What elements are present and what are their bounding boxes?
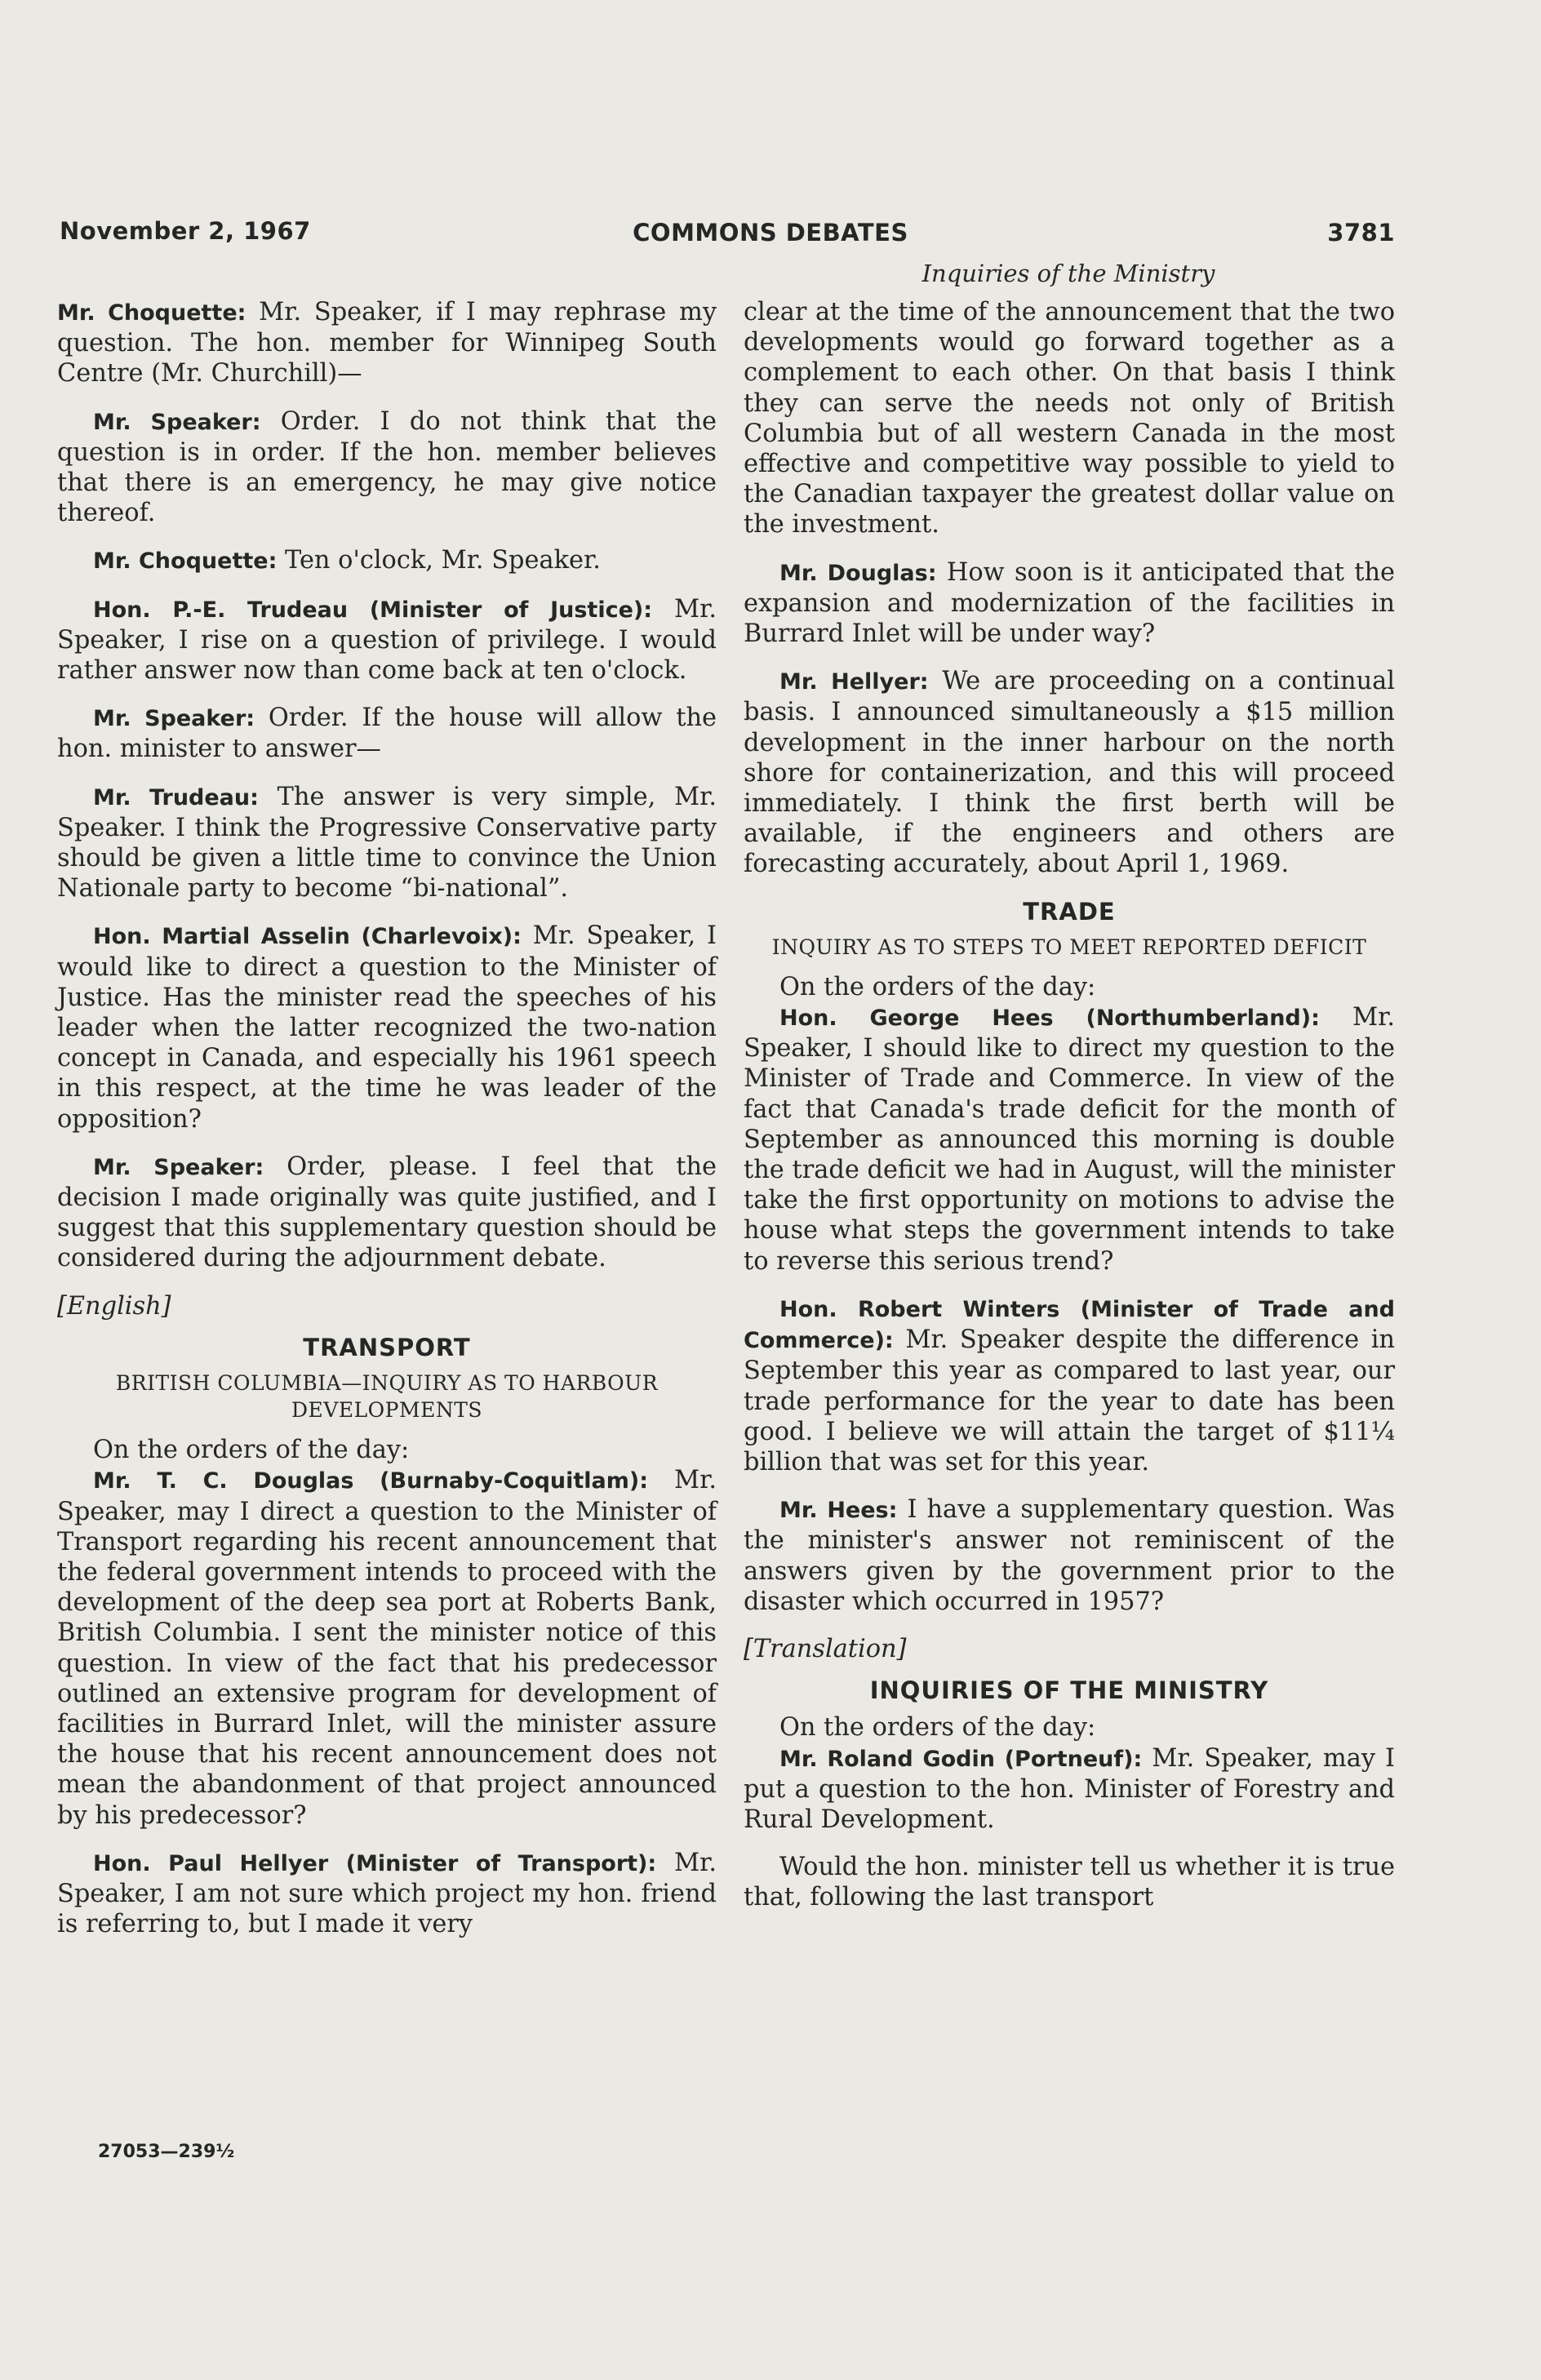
speaker-name: Hon. Paul Hellyer (Minister of Transport): [93,1850,657,1876]
section-heading: TRADE [1023,897,1116,926]
paragraph [57,545,717,576]
paragraph [744,557,1395,650]
page-date: November 2, 1967 [60,217,311,245]
paragraph [57,1848,717,1940]
paragraph [744,1002,1395,1277]
paragraph-text: Mr. Speaker, may I direct a question to the Minister of Transport regarding his recent announcement that the federal government intends to proceed with the development of the deep sea port at Roberts Bank, British Columbia. I sent the minister notice of this question. In view of the fact that his predecessor outlined an extensive program for development of facilities in Burrard Inlet, will the minister assure the house that his recent announcement does not mean the abandonment of that project announced by his predecessor? [57,1466,717,1830]
footer-code: 27053—239½ [98,2142,235,2162]
section-heading: INQUIRIES OF THE MINISTRY [869,1676,1269,1705]
speaker-name: Mr. Hellyer: [779,669,929,695]
section-subheading: INQUIRY AS TO STEPS TO MEET REPORTED DEFICIT [771,935,1367,959]
speaker-name: Mr. Roland Godin (Portneuf): [779,1746,1143,1772]
paragraph [57,1465,717,1830]
paragraph-text: Order, please. I feel that the decision I made originally was quite justified, and I suggest that this supplementary question should be considered during the adjournment debate. [57,1152,717,1273]
paragraph [744,1494,1395,1617]
paragraph [744,972,1395,1002]
paragraph-text: Mr. Speaker, I should like to direct my question to the Minister of Trade and Commerce. In view of the fact that Canada's trade deficit for the month of September as announced this morning is double the trade deficit we had in August, will the minister take the first opportunity on motions to advise the house what steps the government intends to take to reverse this serious trend? [744,1003,1395,1276]
paragraph [57,1435,717,1465]
paragraph-text: Mr. Speaker, may I put a question to the hon. Minister of Forestry and Rural Development. [744,1743,1396,1834]
left-column [57,297,717,1956]
paragraph-text: I have a supplementary question. Was the minister's answer not reminiscent of the answers given by the government prior to the disaster which occurred in 1957? [744,1495,1395,1616]
speaker-name: Hon. Martial Asselin (Charlevoix): [93,924,522,950]
speaker-name: Mr. Hees: [779,1498,898,1524]
speaker-name: Hon. George Hees (Northumberland): [779,1006,1320,1032]
paragraph-text: On the orders of the day: [779,972,1096,1001]
paragraph-text: Mr. Speaker despite the difference in September this year as compared to last year, our trade performance for the year to date has been good. I believe we will attain the target of $11¼ billion that was set for this year. [744,1325,1395,1476]
paragraph [744,1852,1395,1912]
paragraph [57,594,717,686]
paragraph-text: clear at the time of the announcement that the two developments would go forward together as a complement to each other. On that basis I think they can serve the needs not only of British Columbia but of all western Canada in the most effective and competitive way possible to yield to the Canadian taxpayer the greatest dollar value on the investment. [744,298,1395,539]
paragraph-text: The answer is very simple, Mr. Speaker. I think the Progressive Conservative party should be given a little time to convince the Union Nationale party to become “bi-national”. [57,782,717,904]
paragraph [744,1294,1395,1477]
paragraph-text: Mr. Speaker, I would like to direct a question to the Minister of Justice. Has the minister read the speeches of his leader when the latter recognized the two-nation concept in Canada, and especially his 1961 speech in this respect, at the time he was leader of the opposition? [57,921,717,1134]
section-subheading: BRITISH COLUMBIA—INQUIRY AS TO HARBOUR DEVELOPMENTS [115,1371,659,1423]
section-heading: TRANSPORT [303,1333,471,1361]
paragraph-text: How soon is it anticipated that the expansion and modernization of the facilities in Burrard Inlet will be under way? [744,557,1396,649]
page-number: 3781 [1327,219,1395,246]
speaker-name: Mr. Choquette: [57,300,246,326]
paragraph-text: Order. I do not think that the question is in order. If the hon. member believes that there is an emergency, he may give notice thereof. [57,406,717,528]
paragraph [57,406,717,529]
paragraph-text: On the orders of the day: [93,1436,410,1465]
speaker-name: Hon. P.-E. Trudeau (Minister of Justice): [93,597,653,623]
speaker-name: Mr. T. C. Douglas (Burnaby-Coquitlam): [93,1468,649,1494]
paragraph-text: Mr. Speaker, I rise on a question of privilege. I would rather answer now than come back at ten o'clock. [57,594,717,686]
speaker-name: Mr. Speaker: [93,706,255,732]
page-title: COMMONS DEBATES [633,219,908,246]
paragraph [744,666,1395,879]
paragraph [744,1743,1395,1836]
paragraph-text: Mr. Speaker, I am not sure which project my hon. friend is referring to, but I made it very [57,1848,717,1939]
paragraph-text: Would the hon. minister tell us whether it is true that, following the last transport [744,1853,1395,1912]
paragraph [744,297,1395,540]
language-marker: [Translation] [744,1634,907,1663]
paragraph-text: On the orders of the day: [779,1713,1096,1743]
paragraph-text: Mr. Speaker, if I may rephrase my question. The hon. member for Winnipeg South Centre (Mr. Churchill)— [57,298,717,389]
right-column [744,297,1395,1930]
paragraph [57,703,717,764]
paragraph-text: We are proceeding on a continual basis. I announced simultaneously a $15 million development in the inner harbour on the north shore for containerization, and this will proceed immediately. I think the first berth will be available, if the engineers and others are forecasting accurately, about April 1, 1969. [744,667,1395,879]
speaker-name: Hon. Robert Winters (Minister of Trade and Commerce): [744,1296,1395,1354]
paragraph [57,297,717,389]
speaker-name: Mr. Douglas: [779,560,937,586]
paragraph [57,921,717,1134]
language-marker: [English] [57,1291,171,1321]
paragraph-text: Order. If the house will allow the hon. minister to answer— [57,704,717,764]
paragraph [744,1712,1395,1743]
speaker-name: Mr. Trudeau: [93,784,259,810]
paragraph [57,1152,717,1274]
speaker-name: Mr. Choquette: [93,548,278,575]
running-head: Inquiries of the Ministry [921,260,1215,287]
speaker-name: Mr. Speaker: [93,1154,264,1180]
speaker-name: Mr. Speaker: [93,409,261,435]
paragraph [57,782,717,904]
paragraph-text: Ten o'clock, Mr. Speaker. [277,546,601,575]
